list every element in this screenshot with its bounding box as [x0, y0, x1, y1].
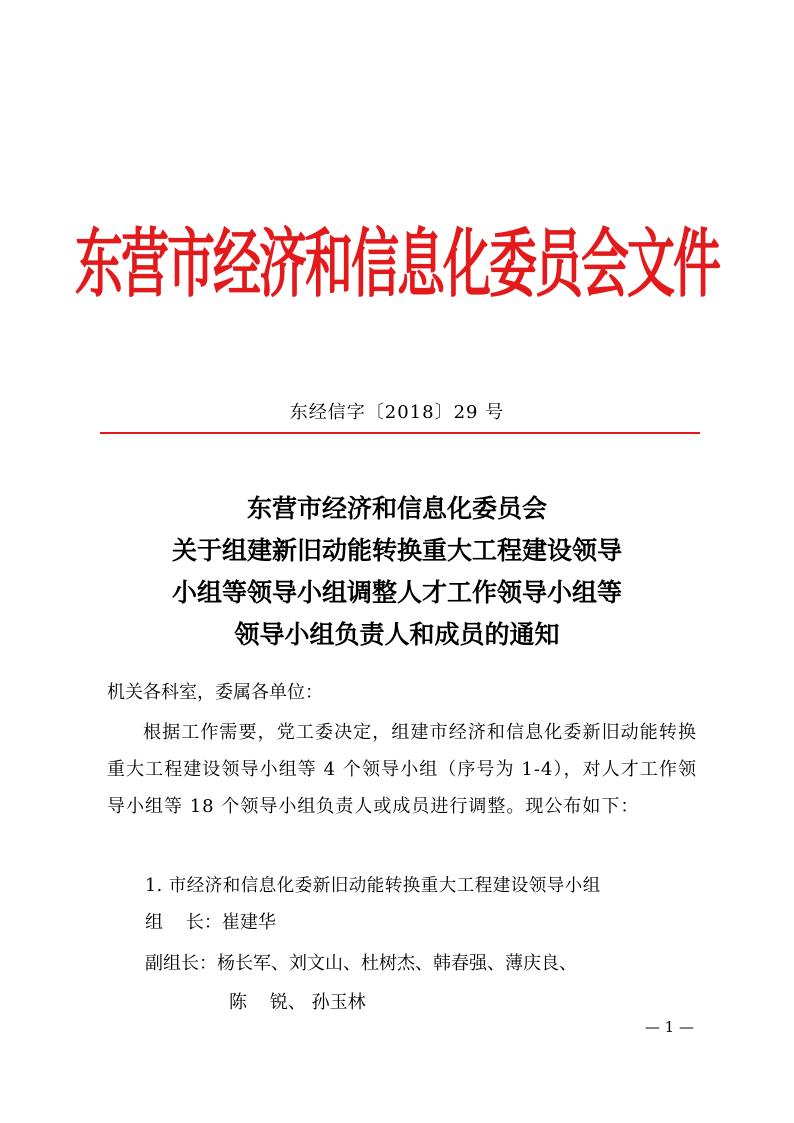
title-line: 关于组建新旧动能转换重大工程建设领导: [171, 536, 622, 565]
deputy-leaders-continued: 陈 锐、 孙玉林: [229, 992, 366, 1013]
list-item-heading: 1. 市经济和信息化委新旧动能转换重大工程建设领导小组: [145, 876, 601, 896]
red-header-banner: [75, 212, 720, 308]
red-divider-line: [100, 432, 700, 434]
group-leader-line: 组 长：崔建华: [145, 912, 276, 933]
page-number: — 1 —: [644, 1018, 694, 1036]
document-number: 东经信字〔2018〕29 号: [289, 402, 505, 423]
title-line: 小组等领导小组调整人才工作领导小组等: [171, 578, 622, 607]
salutation: 机关各科室，委属各单位：: [107, 682, 323, 703]
issuer-banner-text: 东营市经济和信息化委员会文件: [75, 220, 720, 308]
body-paragraph: 根据工作需要，党工委决定，组建市经济和信息化委新旧动能转换重大工程建设领导小组等 4 个领导小组（序号为 1-4），对人才工作领导小组等 18 个领导小组负责人或成员进行调整。现公布如下：: [107, 722, 697, 817]
deputy-leaders-line: 副组长：杨长军、刘文山、杜树杰、韩春强、薄庆良、: [145, 953, 577, 974]
document-title: [0, 488, 794, 656]
title-line: 领导小组负责人和成员的通知: [234, 620, 560, 649]
title-line: 东营市经济和信息化委员会: [246, 494, 547, 523]
